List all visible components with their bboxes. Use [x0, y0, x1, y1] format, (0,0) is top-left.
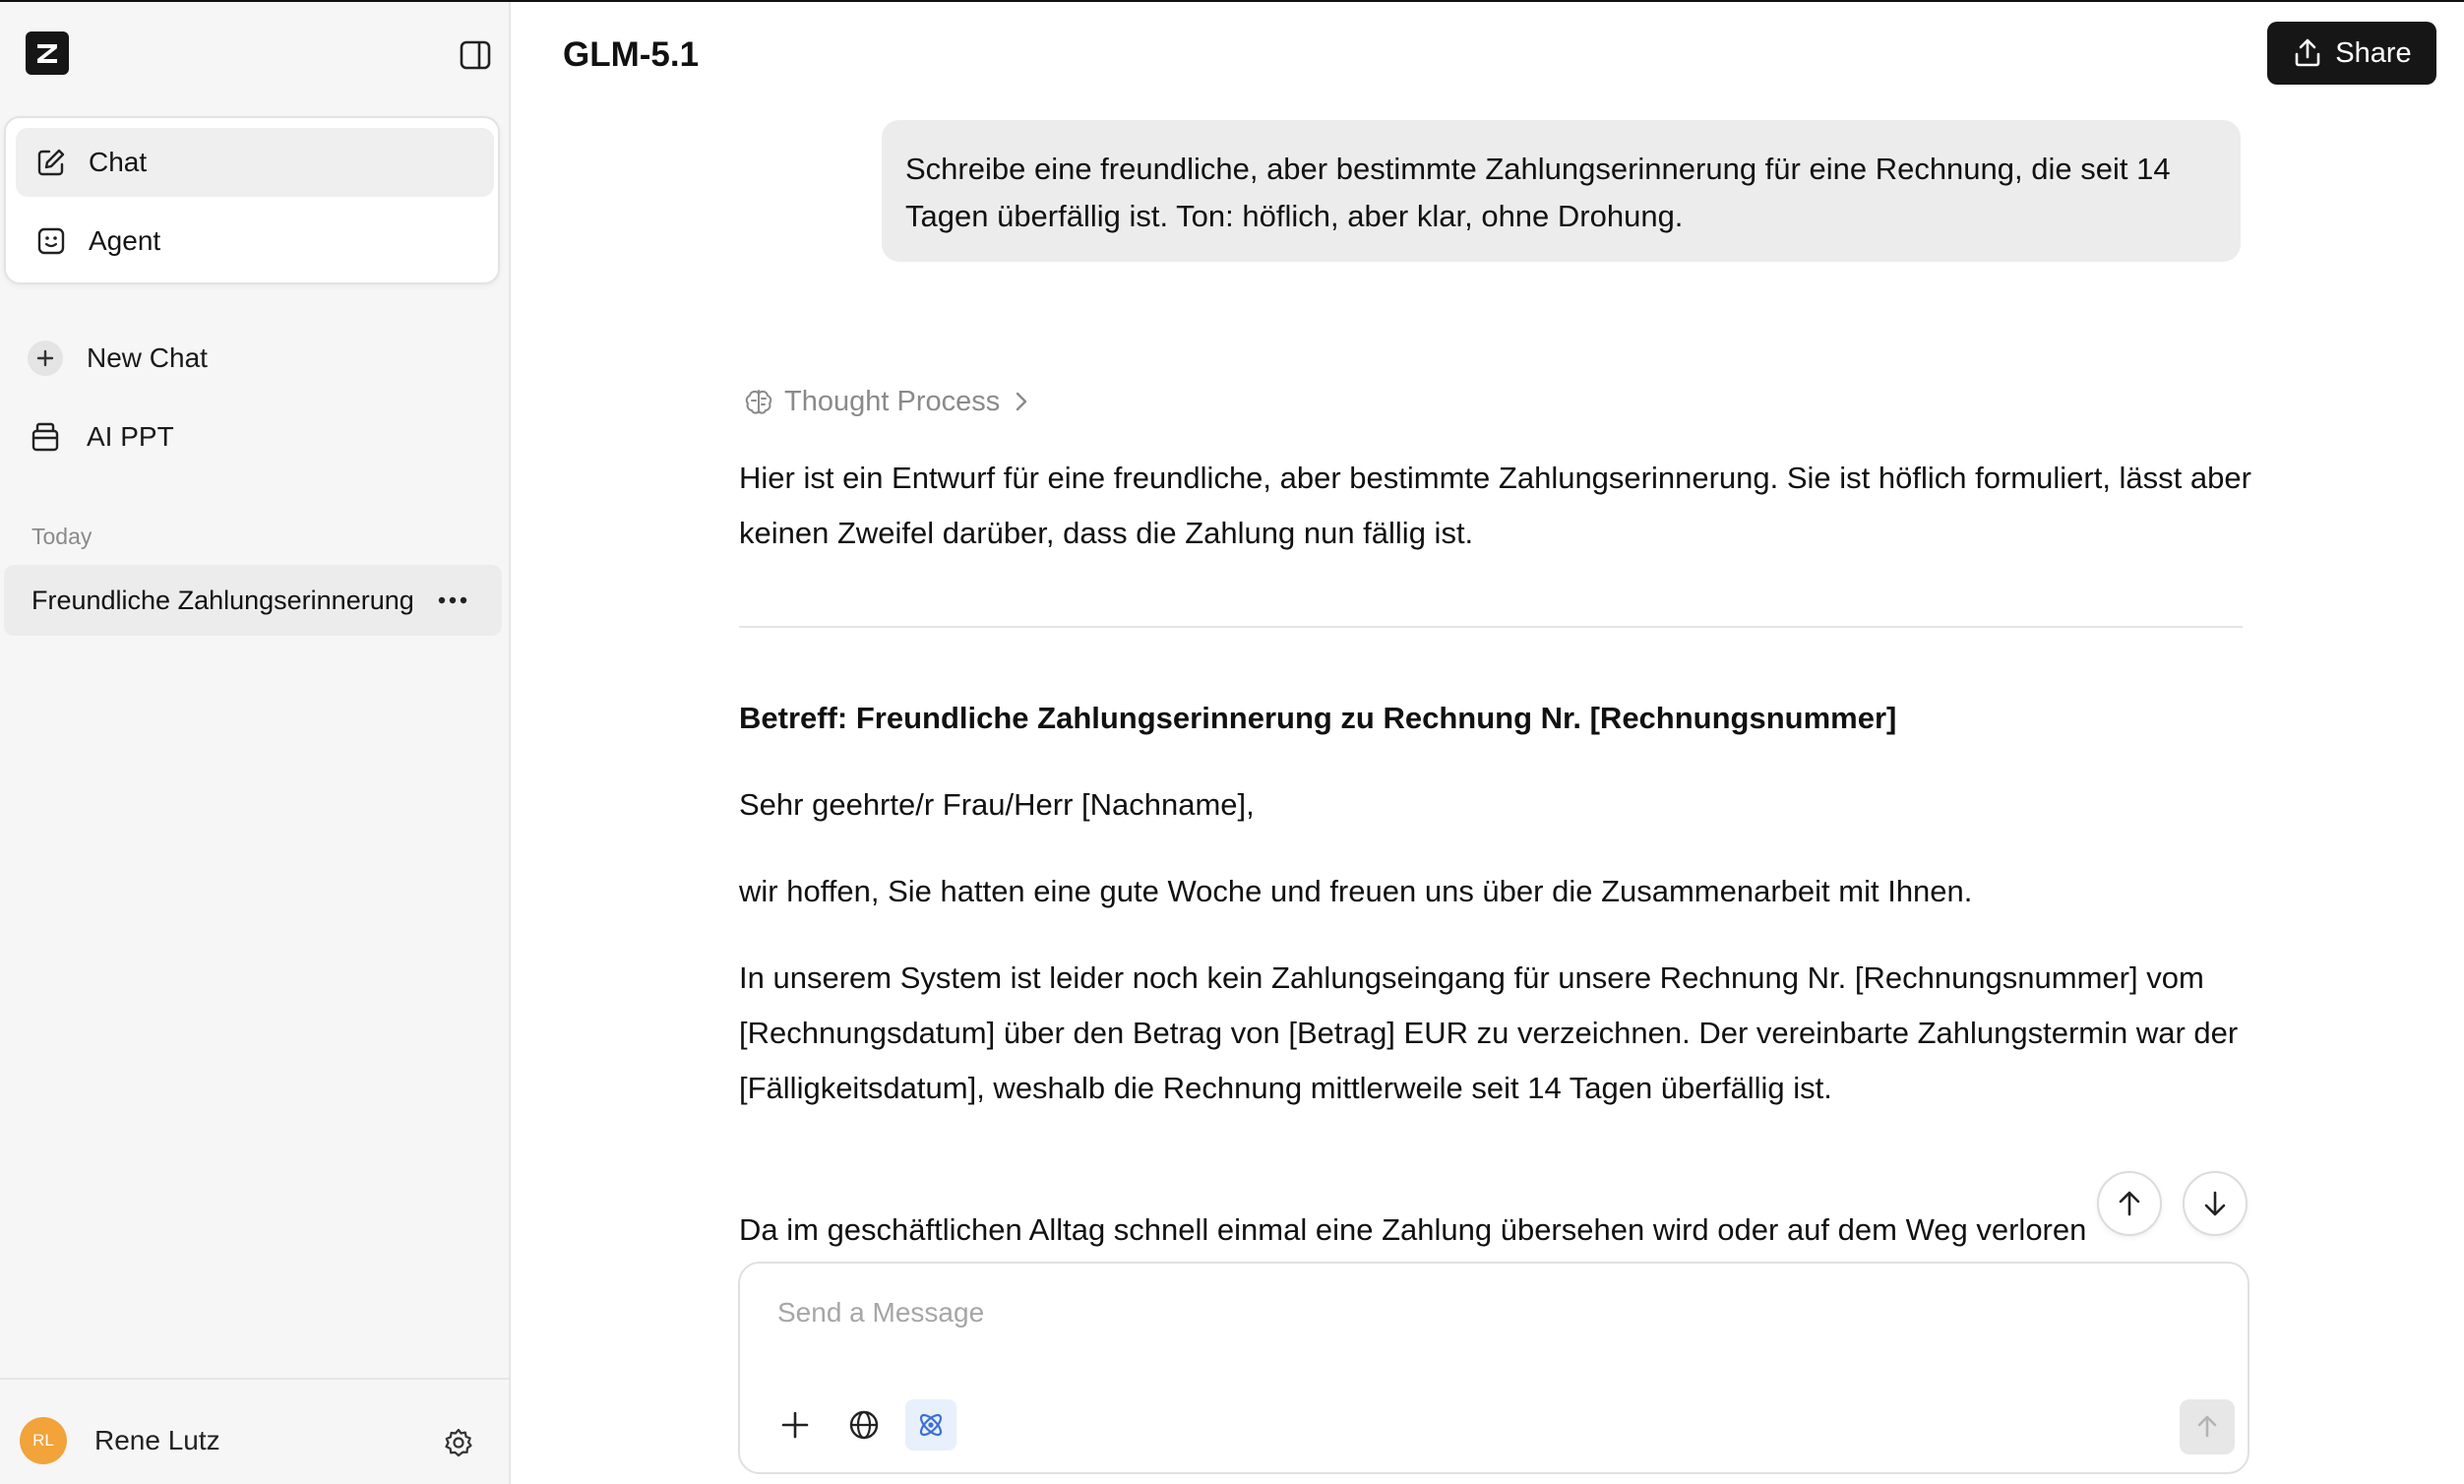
attach-button[interactable] — [770, 1399, 821, 1451]
toggle-sidebar-button[interactable] — [457, 37, 494, 73]
email-paragraph-1: wir hoffen, Sie hatten eine gute Woche und freuen uns über die Zusammenarbeit mit Ihnen. — [739, 874, 1973, 908]
app-logo[interactable] — [26, 31, 69, 75]
email-greeting: Sehr geehrte/r Frau/Herr [Nachname], — [739, 787, 1255, 822]
message-composer — [738, 1262, 2249, 1474]
more-options-icon[interactable] — [433, 587, 472, 614]
ai-ppt-label: AI PPT — [87, 421, 174, 452]
user-footer — [0, 1378, 509, 1484]
plus-icon — [779, 1409, 811, 1441]
web-search-button[interactable] — [838, 1399, 890, 1451]
arrow-up-icon — [2115, 1189, 2144, 1218]
chevron-right-icon — [1014, 391, 1029, 412]
model-selector[interactable]: GLM-5.1 — [563, 35, 700, 74]
gear-icon — [443, 1427, 474, 1458]
user-name[interactable]: Rene Lutz — [94, 1425, 220, 1455]
scroll-up-button[interactable] — [2097, 1171, 2162, 1236]
history-section-label: Today — [31, 524, 92, 549]
thought-process-label: Thought Process — [784, 385, 1001, 417]
assistant-intro — [739, 451, 2254, 561]
new-chat-button[interactable] — [26, 331, 488, 386]
message-input[interactable] — [777, 1293, 2194, 1332]
arrow-up-icon — [2194, 1414, 2220, 1440]
edit-icon — [33, 145, 69, 180]
z-logo-icon — [31, 37, 63, 69]
sidebar-panel-icon — [460, 40, 491, 70]
email-paragraph-2: In unserem System ist leider noch kein Zahlungseingang für unsere Rechnung Nr. [Rechnungsnummer] vom [Rechnungsdatum] über den Betrag von [Betrag] EUR zu verzeichnen. Der vereinbarte Zahlungstermin war der [Fälligkeitsdatum], weshalb die Rechnung mittlerweile seit 14 Tagen überfällig ist. — [739, 960, 2239, 1105]
divider — [739, 626, 2243, 628]
mode-switcher — [4, 116, 500, 284]
history-item-title: Freundliche Zahlungserinnerung — [31, 585, 414, 615]
share-button[interactable] — [2267, 22, 2436, 85]
settings-button[interactable] — [439, 1423, 478, 1462]
sidebar — [0, 2, 511, 1484]
arrow-down-icon — [2200, 1189, 2230, 1218]
share-icon — [2292, 37, 2323, 69]
globe-icon — [847, 1408, 881, 1442]
ai-ppt-button[interactable] — [26, 409, 488, 464]
brain-icon — [743, 386, 774, 417]
thought-process-toggle[interactable] — [743, 382, 1039, 421]
history-item[interactable] — [4, 565, 502, 636]
mode-agent-label: Agent — [89, 225, 161, 256]
mode-chat-label: Chat — [89, 147, 148, 177]
atom-icon — [914, 1408, 948, 1442]
chat-main — [513, 2, 2464, 1484]
email-subject: Betreff: Freundliche Zahlungserinnerung zu Rechnung Nr. [Rechnungsnummer] — [739, 701, 1897, 735]
send-button[interactable] — [2180, 1399, 2235, 1454]
user-message: Schreibe eine freundliche, aber bestimmte Zahlungserinnerung für eine Rechnung, die seit 14 Tagen überfällig ist. Ton: höflich, aber klar, ohne Drohung. — [882, 120, 2241, 262]
assistant-intro-text: Hier ist ein Entwurf für eine freundliche, aber bestimmte Zahlungserinnerung. Sie ist höflich formuliert, lässt aber keinen Zweifel darüber, dass die Zahlung nun fällig ist. — [739, 461, 2251, 550]
deep-think-button[interactable] — [905, 1399, 956, 1451]
agent-icon — [33, 223, 69, 259]
slides-icon — [26, 417, 65, 457]
share-label: Share — [2335, 36, 2412, 69]
plus-icon — [28, 340, 63, 376]
email-paragraph-3: Da im geschäftlichen Alltag schnell einmal eine Zahlung übersehen wird oder auf dem Weg verloren — [739, 1212, 2087, 1247]
scroll-down-button[interactable] — [2183, 1171, 2248, 1236]
mode-agent[interactable] — [16, 207, 494, 276]
mode-chat[interactable] — [16, 128, 494, 197]
new-chat-label: New Chat — [87, 342, 208, 373]
avatar[interactable]: RL — [20, 1417, 67, 1464]
